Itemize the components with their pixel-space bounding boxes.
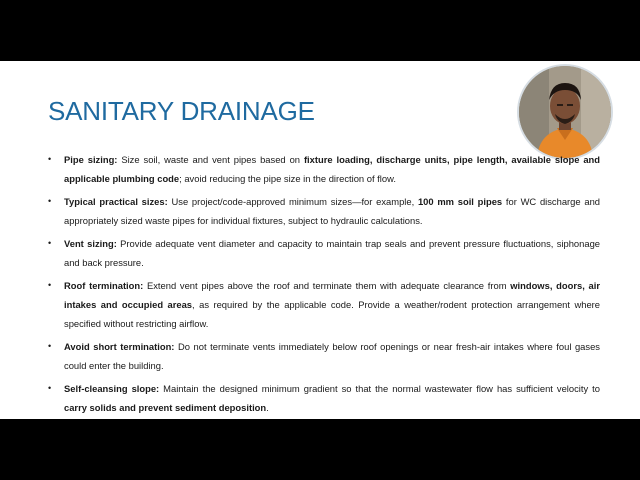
bullet-text: Size soil, waste and vent pipes based on — [117, 154, 304, 165]
bullet-dot-icon: • — [48, 196, 52, 206]
bullet-bold-text: windows, doors, air intakes and occupied areas — [64, 280, 600, 310]
bullet-dot-icon: • — [48, 154, 52, 164]
bullet-dot-icon: • — [48, 341, 52, 351]
bullet-item — [48, 276, 600, 333]
bullet-text: Maintain the designed minimum gradient so that the normal wastewater flow has sufficient velocity to — [159, 383, 600, 394]
bullet-bold-text: Typical practical sizes: — [64, 196, 168, 207]
bullet-list — [48, 150, 600, 419]
bullet-bold-text: 100 mm soil pipes — [417, 196, 503, 207]
bullet-item — [48, 192, 600, 230]
bullet-bold-text: Vent sizing: — [64, 238, 117, 249]
bullet-text: Use project/code-approved minimum sizes—for example, — [167, 196, 418, 207]
bullet-item — [48, 150, 600, 188]
bullet-item — [48, 234, 600, 272]
bullet-text: , as required by the applicable code. Provide a weather/rodent protection arrangement where specified without restricting airflow. — [64, 299, 600, 329]
slide — [0, 61, 640, 419]
bullet-bold-text: carry solids and prevent sediment deposition — [64, 402, 267, 413]
bullet-bold-text: Self-cleansing slope: — [64, 383, 160, 394]
bullet-text: for WC discharge and appropriately sized waste pipes for individual fixtures, subject to hydraulic calculations. — [64, 196, 600, 226]
bullet-bold-text: Avoid short termination: — [64, 341, 175, 352]
bullet-text: ; avoid reducing the pipe size in the direction of flow. — [179, 173, 396, 184]
bullet-item — [48, 337, 600, 375]
bullet-bold-text: Pipe sizing: — [64, 154, 118, 165]
bullet-dot-icon: • — [48, 383, 52, 393]
presenter-avatar — [517, 64, 613, 160]
bullet-dot-icon: • — [48, 238, 52, 248]
bullet-dot-icon: • — [48, 280, 52, 290]
bullet-bold-text: Roof termination: — [64, 280, 144, 291]
bullet-item — [48, 379, 600, 417]
bullet-bold-text: fixture loading, discharge units, pipe length, available slope and applicable plumbing code — [64, 154, 600, 184]
bullet-text: Extend vent pipes above the roof and terminate them with adequate clearance from — [143, 280, 511, 291]
slide-title: SANITARY DRAINAGE — [48, 96, 315, 126]
bullet-text: . — [266, 402, 269, 413]
bullet-text: Do not terminate vents immediately below roof openings or near fresh-air intakes where foul gases could enter the building. — [64, 341, 600, 371]
bullet-text: Provide adequate vent diameter and capacity to maintain trap seals and prevent pressure fluctuations, siphonage and back pressure. — [64, 238, 600, 268]
